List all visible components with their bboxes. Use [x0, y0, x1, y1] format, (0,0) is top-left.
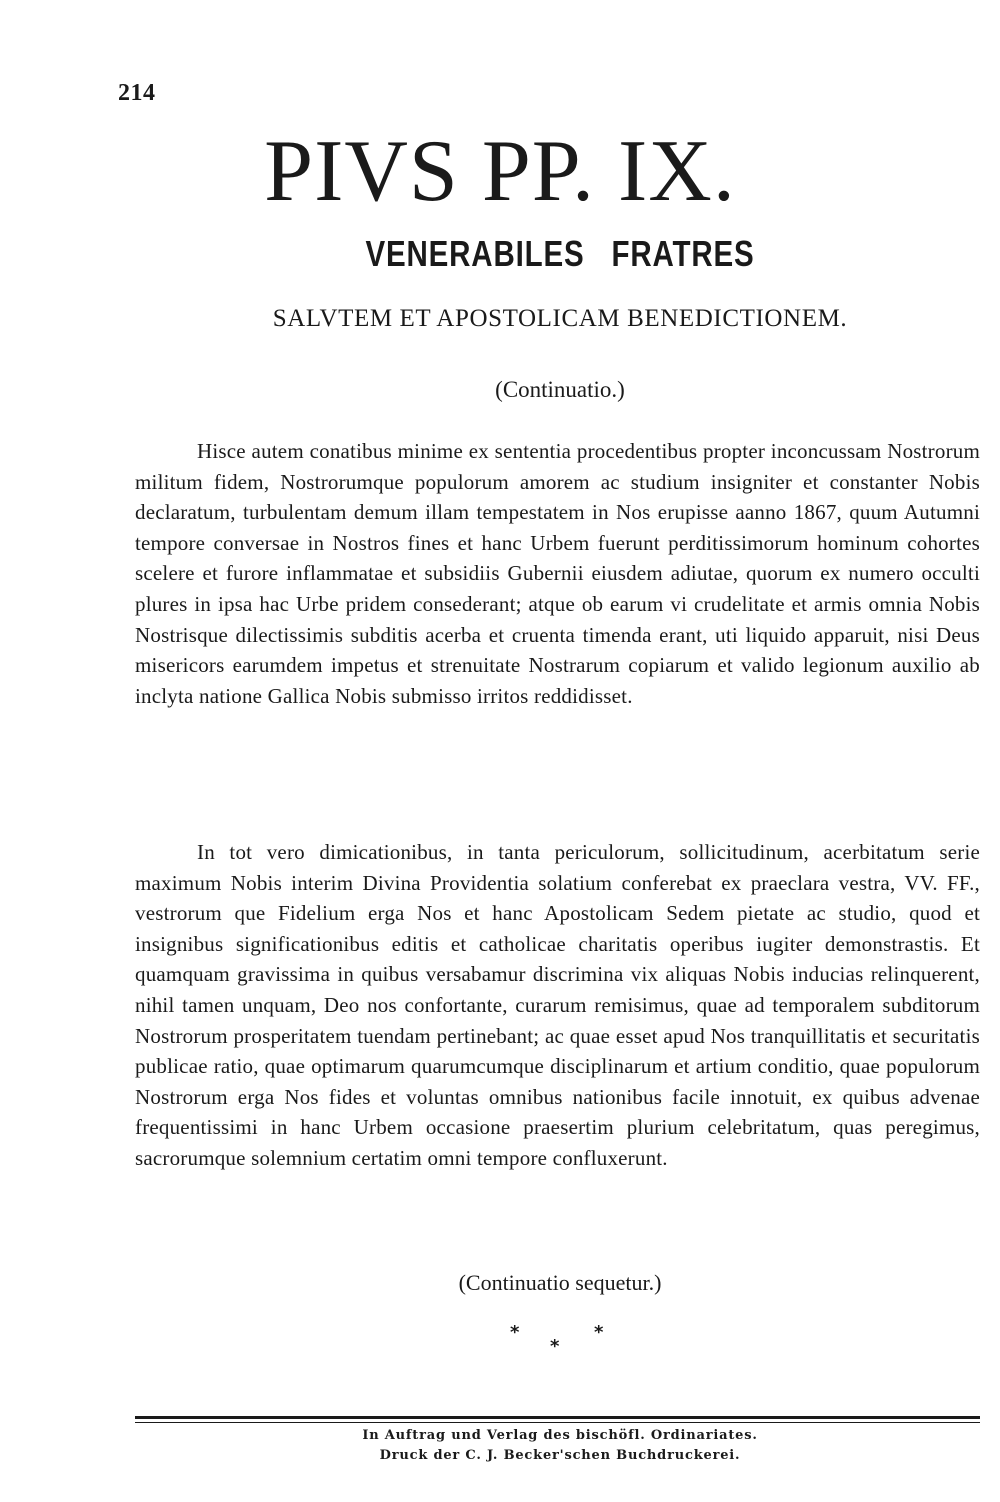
footer-rule-thin: [135, 1422, 980, 1423]
asterism-ornament: [500, 1322, 620, 1362]
salutation-line: SALVTEM ET APOSTOLICAM BENEDICTIONEM.: [272, 305, 848, 332]
footer-rule-thick: [135, 1416, 980, 1419]
address-heading: VENERABILES FRATRES: [365, 233, 755, 274]
body-paragraph-2: In tot vero dimicationibus, in tanta periculorum, sollicitudinum, acerbitatum serie maximum Nobis interim Divina Providentia solatium conferebat ex praeclara vestra, VV. FF., vestrorum que Fidelium erga Nos et hanc Apostolicam Sedem pietate ac studio, quod et insignibus significationibus editis et catholicae charitatis operibus iugiter demonstrastis. Et quamquam gravissima in quibus versabamur discrimina vix aliquas Nobis inducias relinquerent, nihil tamen unquam, Deo nos confortante, curarum remisimus, quae ad temporalem subditorum Nostrorum prosperitatem tuendam pertinebant; ac quae esset apud Nos tranquillitatis et securitatis publicae ratio, quae optimarum quarumcumque disciplinarum et artium conditio, quae populorum Nostrorum erga Nos fides et voluntas omnibus nationibus facile innotuit, ex quibus advenae frequentissimi in hanc Urbem occasione praesertim plurium celebritatum, quas peregimus, sacrorumque solemnium certatim omni tempore confluxerunt.: [135, 840, 980, 1170]
asterism-star: *: [594, 1322, 604, 1343]
asterism-star: *: [550, 1336, 560, 1357]
asterism-star: *: [510, 1322, 520, 1343]
imprint-publisher-line: In Auftrag und Verlag des bischöfl. Ordinariates.: [362, 1428, 758, 1443]
continuatio-sequetur-label: (Continuatio sequetur.): [458, 1270, 662, 1295]
body-paragraph-1: Hisce autem conatibus minime ex sententia procedentibus propter inconcussam Nostrorum militum fidem, Nostrorumque populorum amorem ac studium insigniter et constanter Nobis declaratum, turbulentam demum illam tempestatem in Nos erupisse aanno 1867, quum Autumni tempore conversae in Nostros fines et hanc Urbem fuerunt perditissimorum hominum cohortes scelere et furore inflammatae et subsidiis Gubernii eiusdem adiutae, quorum ex numero occulti plures in ipsa hac Urbe pridem consederant; atque ob earum vi crudelitate et armis omnia Nobis Nostrisque dilectissimis subditis acerba et cruenta timenda erant, uti liquido apparuit, nisi Deus misericors earumdem impetus et strenuitate Nostrarum copiarum et valido legionum auxilio ab inclyta natione Gallica Nobis submisso irritos reddidisset.: [135, 439, 980, 708]
imprint-printer-line: Druck der C. J. Becker'schen Buchdruckerei.: [379, 1448, 741, 1463]
continuatio-label: (Continuatio.): [495, 377, 625, 402]
page-number: 214: [118, 80, 156, 106]
document-title: PIVS PP. IX.: [264, 123, 736, 220]
